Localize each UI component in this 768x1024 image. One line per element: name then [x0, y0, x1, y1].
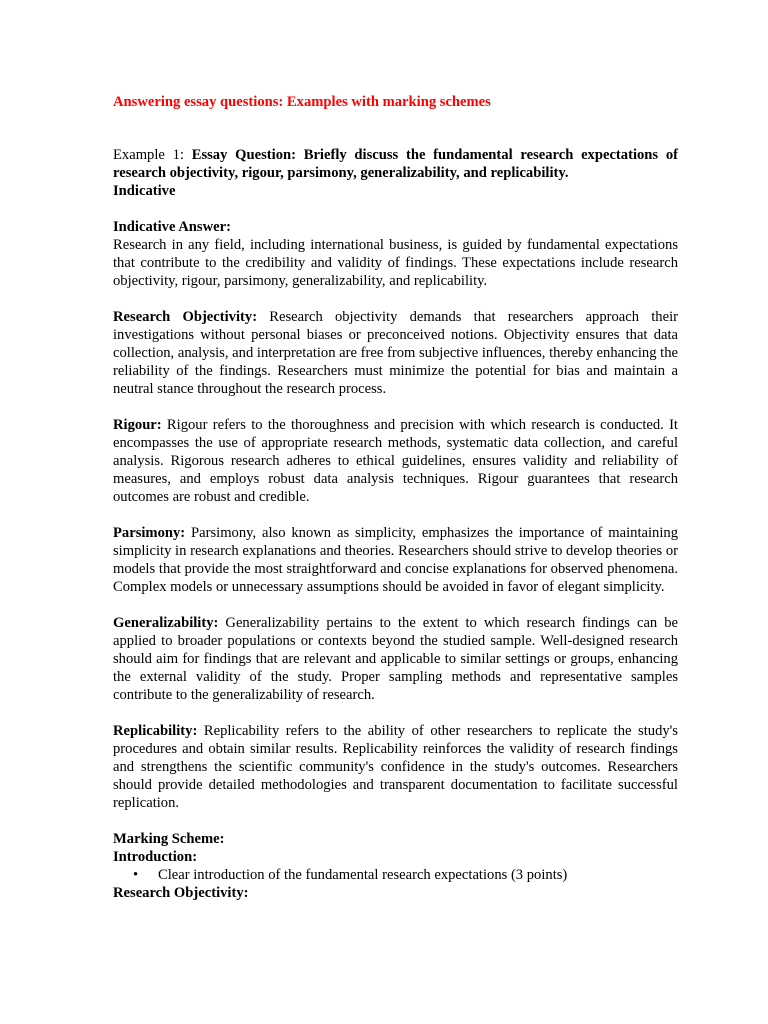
section-text: Rigour refers to the thoroughness and precision with which research is conducted. It encompasses the use of appropriate research methods, systematic data collection, and careful analysis. Rigorous research adheres to ethical guidelines, ensures validity and reliability of measures, and employs robust data analysis techniques. Rigour guarantees that research outcomes are robust and credible. [113, 417, 678, 505]
marking-introduction-heading: Introduction: [113, 849, 198, 865]
section-parsimony [113, 524, 678, 596]
essay-question: Essay Question: Briefly discuss the fundamental research expectations of research objectivity, rigour, parsimony, generalizability, and replicability. [113, 147, 678, 181]
document-title: Answering essay questions: Examples with marking schemes [113, 94, 491, 110]
section-generalizability [113, 614, 678, 704]
section-rigour [113, 416, 678, 506]
section-heading: Parsimony: [113, 525, 186, 541]
section-heading: Research Objectivity: [113, 309, 258, 325]
example-label: Example 1: [113, 147, 192, 163]
section-text: Replicability refers to the ability of other researchers to replicate the study's procedures and obtain similar results. Replicability reinforces the validity of research findings and strengthens the scientific community's confidence in the study's outcomes. Researchers should provide detailed methodologies and transparent documentation to facilitate successful replication. [113, 723, 678, 811]
section-replicability [113, 722, 678, 812]
list-item-text: Clear introduction of the fundamental research expectations (3 points) [158, 867, 568, 883]
indicative-label: Indicative [113, 183, 176, 199]
section-heading: Replicability: [113, 723, 198, 739]
document-page [113, 93, 678, 902]
section-text: Research objectivity demands that researchers approach their investigations without personal biases or preconceived notions. Objectivity ensures that data collection, analysis, and interpretation are free from subjective influences, thereby enhancing the reliability of the findings. Researchers must minimize the potential for bias and maintain a neutral stance throughout the research process. [113, 309, 678, 397]
intro-paragraph: Research in any field, including international business, is guided by fundamental expectations that contribute to the credibility and validity of findings. These expectations include research objectivity, rigour, parsimony, generalizability, and replicability. [113, 237, 678, 289]
section-heading: Generalizability: [113, 615, 219, 631]
section-objectivity [113, 308, 678, 398]
section-text: Generalizability pertains to the extent to which research findings can be applied to broader populations or contexts beyond the studied sample. Well-designed research should aim for findings that are relevant and applicable to similar settings or groups, enhancing the external validity of the study. Proper sampling methods and representative samples contribute to the generalizability of research. [113, 615, 678, 703]
section-heading: Rigour: [113, 417, 162, 433]
indicative-answer-heading: Indicative Answer: [113, 219, 231, 235]
marking-scheme-heading: Marking Scheme: [113, 831, 225, 847]
example-question [113, 146, 678, 182]
section-text: Parsimony, also known as simplicity, emphasizes the importance of maintaining simplicity in research explanations and theories. Researchers should strive to develop theories or models that provide the most straightforward and concise explanations for observed phenomena. Complex models or unnecessary assumptions should be avoided in favor of elegant simplicity. [113, 525, 678, 595]
list-item [133, 866, 678, 884]
marking-list [113, 866, 678, 884]
marking-objectivity-heading: Research Objectivity: [113, 885, 249, 901]
bullet-icon: • [133, 867, 139, 883]
